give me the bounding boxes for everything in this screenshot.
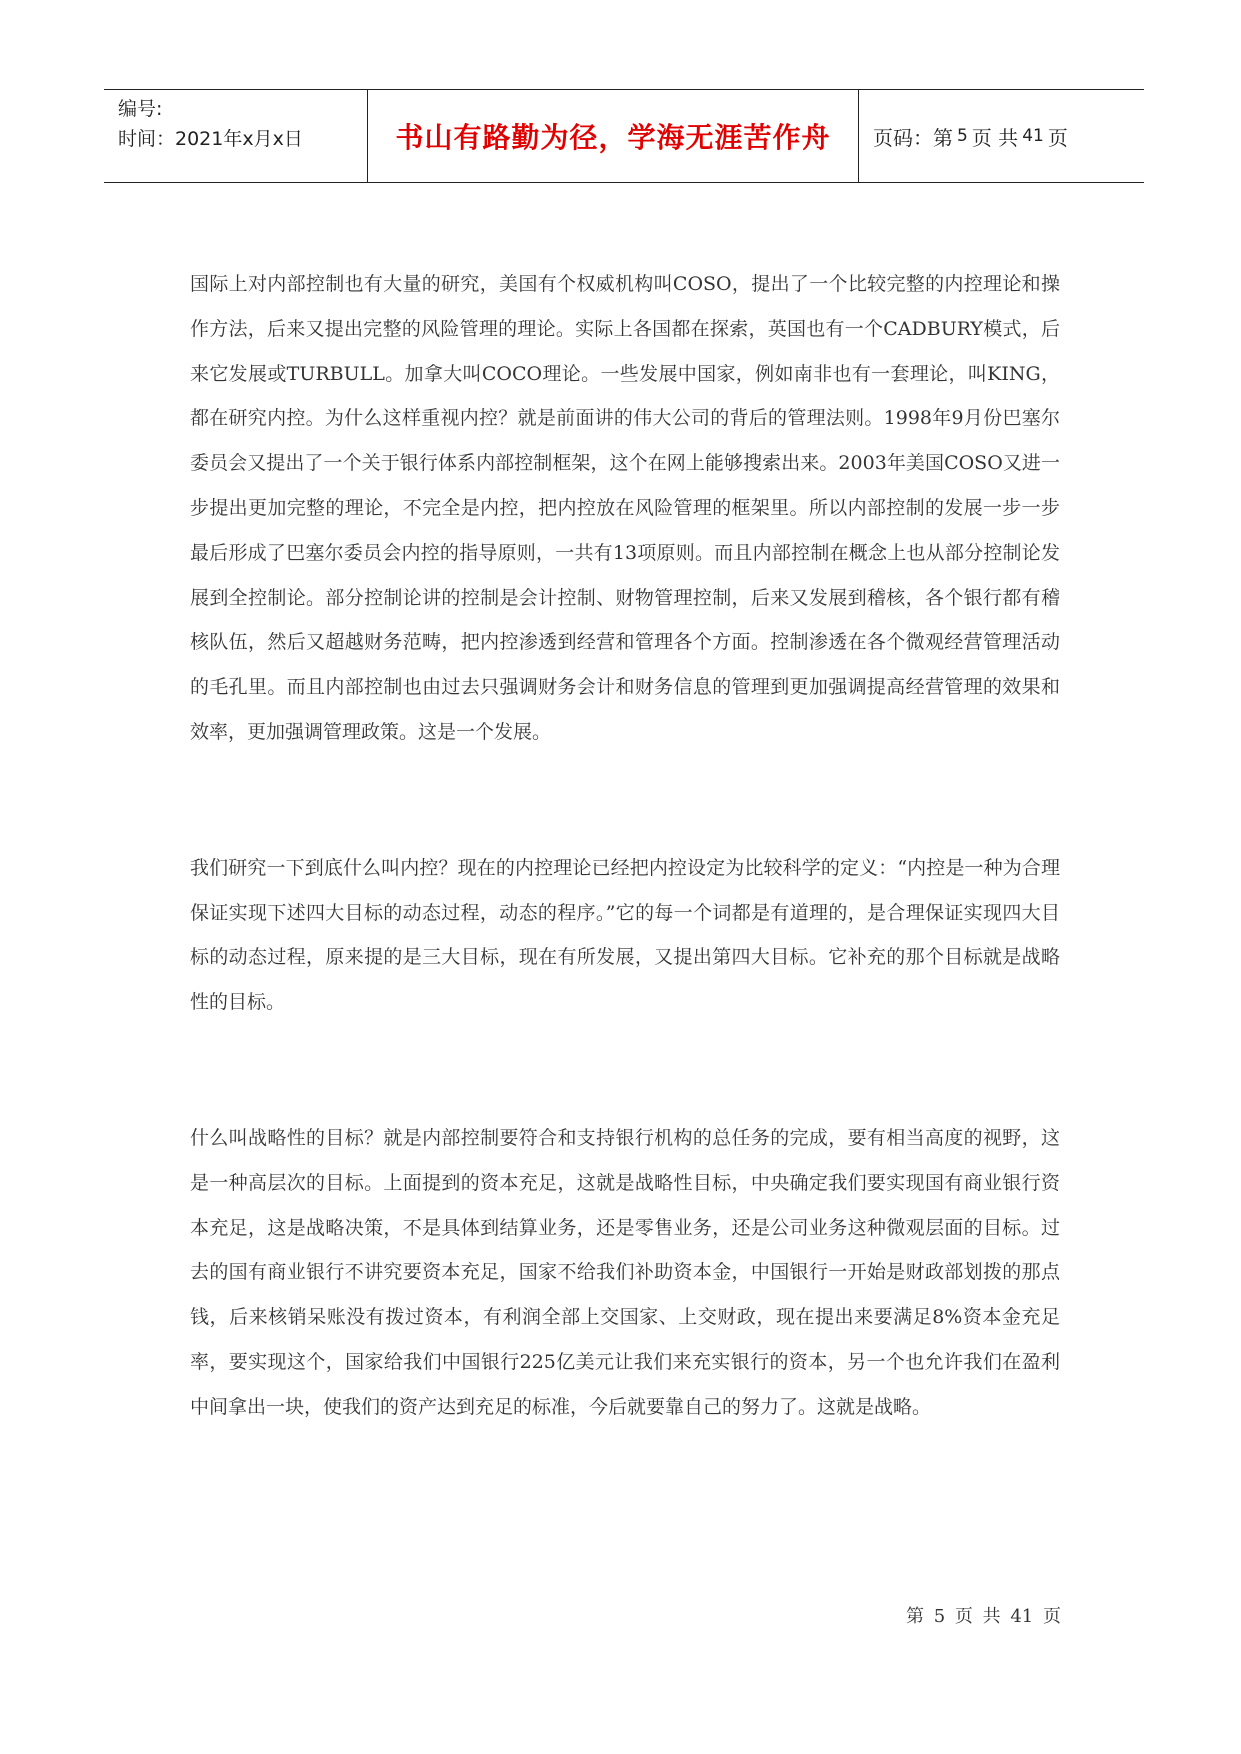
page-current: 5	[957, 126, 968, 146]
header-motto-cell	[368, 90, 859, 182]
body-paragraph: 什么叫战略性的目标？就是内部控制要符合和支持银行机构的总任务的完成，要有相当高度的视野，这是一种高层次的目标。上面提到的资本充足，这就是战略性目标，中央确定我们要实现国有商业银行资本充足，这是战略决策，不是具体到结算业务，还是零售业务，还是公司业务这种微观层面的目标。过去的国有商业银行不讲究要资本充足，国家不给我们补助资本金，中国银行一开始是财政部划拨的那点钱，后来核销呆账没有拨过资本，有利润全部上交国家、上交财政，现在提出来要满足8%资本金充足率，要实现这个，国家给我们中国银行225亿美元让我们来充实银行的资本，另一个也允许我们在盈利中间拿出一块，使我们的资产达到充足的标准，今后就要靠自己的努力了。这就是战略。	[190, 1126, 1060, 1418]
document-body	[190, 262, 1060, 1430]
page-mid: 页 共	[971, 125, 1019, 150]
page-header	[104, 89, 1144, 183]
body-paragraph: 国际上对内部控制也有大量的研究，美国有个权威机构叫COSO，提出了一个比较完整的内控理论和操作方法，后来又提出完整的风险管理的理论。实际上各国都在探索，英国也有一个CADBURY模式，后来它发展或TURBULL。加拿大叫COCO理论。一些发展中国家，例如南非也有一套理论，叫KING，都在研究内控。为什么这样重视内控？就是前面讲的伟大公司的背后的管理法则。1998年9月份巴塞尔委员会又提出了一个关于银行体系内部控制框架，这个在网上能够搜索出来。2003年美国COSO又进一步提出更加完整的理论，不完全是内控，把内控放在风险管理的框架里。所以内部控制的发展一步一步最后形成了巴塞尔委员会内控的指导原则，一共有13项原则。而且内部控制在概念上也从部分控制论发展到全控制论。部分控制论讲的控制是会计控制、财物管理控制，后来又发展到稽核，各个银行都有稽核队伍，然后又超越财务范畴，把内控渗透到经营和管理各个方面。控制渗透在各个微观经营管理活动的毛孔里。而且内部控制也由过去只强调财务会计和财务信息的管理到更加强调提高经营管理的效果和效率，更加强调管理政策。这是一个发展。	[190, 273, 1060, 743]
document-time-label: 时间：2021年x月x日	[118, 128, 303, 150]
document-number-label: 编号:	[118, 98, 163, 120]
header-info-cell	[104, 90, 368, 182]
page-suffix: 页	[1047, 125, 1068, 150]
page-prefix: 页码：第	[873, 125, 953, 150]
header-motto: 书山有路勤为径，学海无涯苦作舟	[395, 121, 831, 154]
page-total: 41	[1022, 126, 1044, 146]
header-page-cell	[859, 90, 1144, 182]
body-paragraph: 我们研究一下到底什么叫内控？现在的内控理论已经把内控设定为比较科学的定义：“内控是一种为合理保证实现下述四大目标的动态过程，动态的程序。”它的每一个词都是有道理的，是合理保证实现四大目标的动态过程，原来提的是三大目标，现在有所发展，又提出第四大目标。它补充的那个目标就是战略性的目标。	[190, 856, 1060, 1014]
page-footer: 第 5 页 共 41 页	[906, 1606, 1061, 1627]
